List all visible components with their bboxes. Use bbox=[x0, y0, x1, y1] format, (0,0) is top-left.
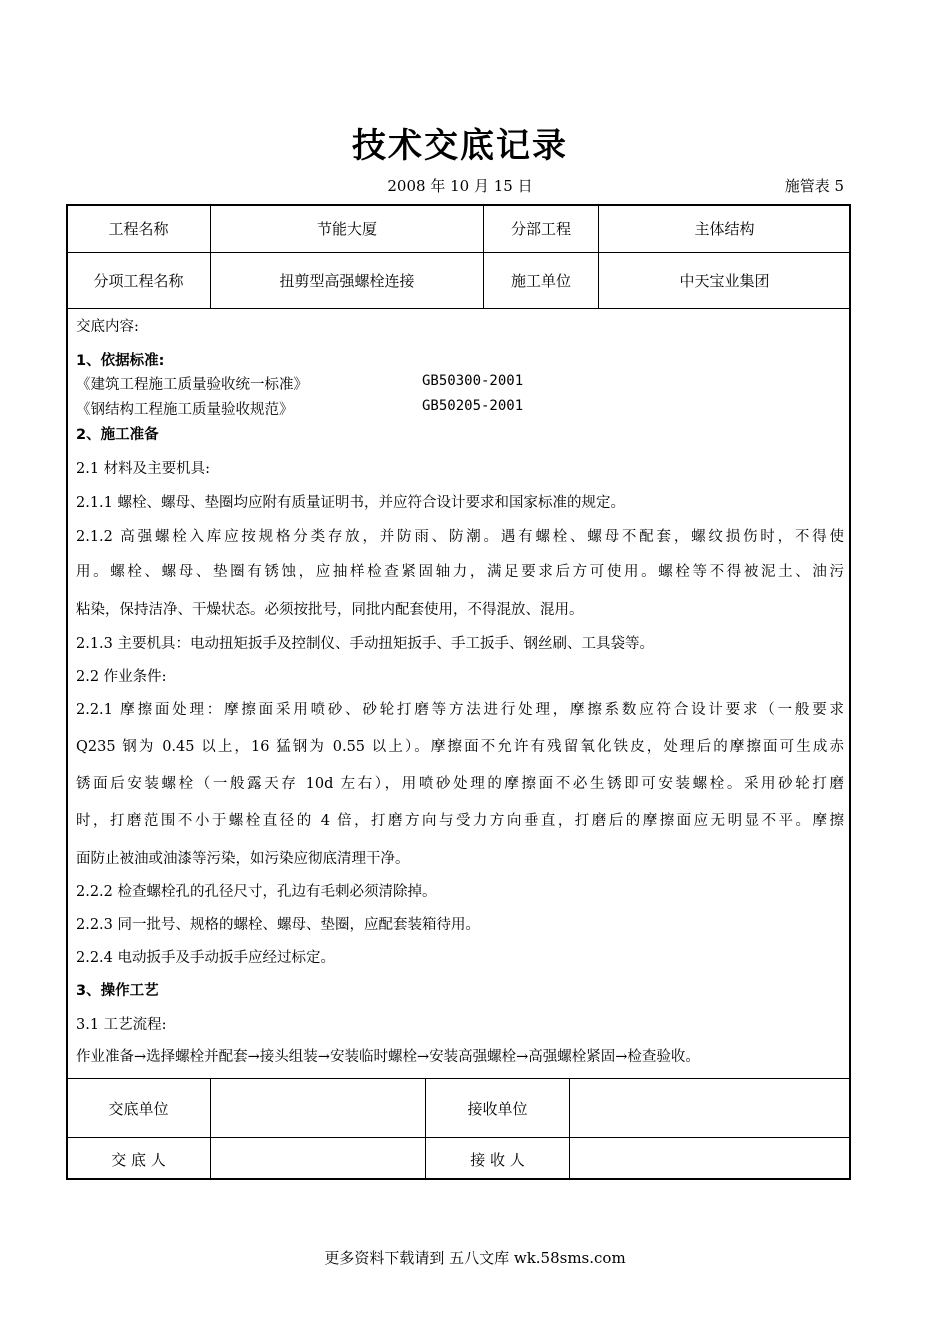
paragraph: 面防止被油或油漆等污染，如污染应彻底清理干净。 bbox=[76, 851, 410, 867]
deliver-person-label: 交 底 人 bbox=[111, 1150, 166, 1169]
section-3-title: 3、操作工艺 bbox=[76, 983, 159, 999]
deliver-unit-label: 交底单位 bbox=[108, 1099, 169, 1118]
deliver-person-value bbox=[211, 1138, 425, 1180]
subitem-value: 扭剪型高强螺栓连接 bbox=[279, 272, 415, 290]
receive-person-value bbox=[570, 1138, 850, 1180]
subitem-label: 分项工程名称 bbox=[93, 272, 184, 290]
project-name-label: 工程名称 bbox=[108, 220, 169, 238]
paragraph: 2.2.4 电动扳手及手动扳手应经过标定。 bbox=[76, 950, 336, 966]
standard-1-name: 《建筑工程施工质量验收统一标准》 bbox=[76, 377, 308, 393]
section-2-title: 2、施工准备 bbox=[76, 427, 159, 443]
record-table bbox=[66, 204, 851, 1180]
paragraph: 锈面后安装螺栓（一般露天存 10d 左右），用喷砂处理的摩擦面不必生锈即可安装螺栓。采用砂轮打磨 bbox=[76, 776, 844, 792]
contractor-label: 施工单位 bbox=[510, 272, 571, 290]
paragraph: 2.2.3 同一批号、规格的螺栓、螺母、垫圈，应配套装箱待用。 bbox=[76, 917, 481, 933]
paragraph: 2.2.1 摩擦面处理：摩擦面采用喷砂、砂轮打磨等方法进行处理，摩擦系数应符合设计要求（一般要求 bbox=[76, 702, 844, 718]
paragraph: Q235 钢为 0.45 以上，16 猛钢为 0.55 以上）。摩擦面不允许有残留氧化铁皮，处理后的摩擦面可生成赤 bbox=[76, 739, 844, 755]
receive-unit-value bbox=[570, 1079, 850, 1137]
paragraph: 2.1 材料及主要机具: bbox=[76, 461, 211, 477]
division-value: 主体结构 bbox=[694, 220, 755, 238]
paragraph: 用。螺栓、螺母、垫圈有锈蚀，应抽样检查紧固轴力，满足要求后方可使用。螺栓等不得被泥土、油污 bbox=[76, 564, 844, 580]
standard-2-code: GB50205-2001 bbox=[422, 398, 524, 414]
paragraph: 2.1.2 高强螺栓入库应按规格分类存放，并防雨、防潮。遇有螺栓、螺母不配套，螺纹损伤时，不得使 bbox=[76, 529, 844, 545]
content-intro: 交底内容: bbox=[76, 319, 139, 335]
paragraph: 时，打磨范围不小于螺栓直径的 4 倍，打磨方向与受力方向垂直，打磨后的摩擦面应无明显不平。摩擦 bbox=[76, 813, 844, 829]
receive-person-label: 接 收 人 bbox=[470, 1150, 525, 1169]
record-date: 2008 年 10 月 15 日 bbox=[387, 177, 533, 195]
deliver-unit-value bbox=[211, 1079, 425, 1137]
paragraph: 2.1.3 主要机具：电动扭矩扳手及控制仪、手动扭矩扳手、手工扳手、钢丝刷、工具袋等。 bbox=[76, 636, 654, 652]
project-name-value: 节能大厦 bbox=[316, 220, 377, 238]
section-1-title: 1、依据标准: bbox=[76, 353, 165, 369]
division-label: 分部工程 bbox=[510, 220, 571, 238]
paragraph: 粘染，保持洁净、干燥状态。必须按批号，同批内配套使用，不得混放、混用。 bbox=[76, 602, 584, 618]
standard-1-code: GB50300-2001 bbox=[422, 373, 524, 389]
table-row-divider bbox=[66, 308, 851, 309]
footer-note[interactable]: 更多资料下载请到 五八文库 wk.58sms.com bbox=[324, 1249, 626, 1267]
contractor-value: 中天宝业集团 bbox=[679, 272, 770, 290]
process-flow: 作业准备→选择螺栓并配套→接头组装→安装临时螺栓→安装高强螺栓→高强螺栓紧固→检查验收。 bbox=[76, 1049, 700, 1065]
paragraph: 2.2.2 检查螺栓孔的孔径尺寸，孔边有毛刺必须清除掉。 bbox=[76, 884, 437, 900]
page-title: 技术交底记录 bbox=[352, 126, 568, 166]
paragraph: 2.1.1 螺栓、螺母、垫圈均应附有质量证明书，并应符合设计要求和国家标准的规定。 bbox=[76, 495, 626, 511]
form-number: 施管表 5 bbox=[784, 177, 844, 195]
standard-2-name: 《钢结构工程施工质量验收规范》 bbox=[76, 402, 294, 418]
receive-unit-label: 接收单位 bbox=[467, 1099, 528, 1118]
paragraph: 2.2 作业条件: bbox=[76, 669, 167, 685]
paragraph: 3.1 工艺流程: bbox=[76, 1017, 167, 1033]
